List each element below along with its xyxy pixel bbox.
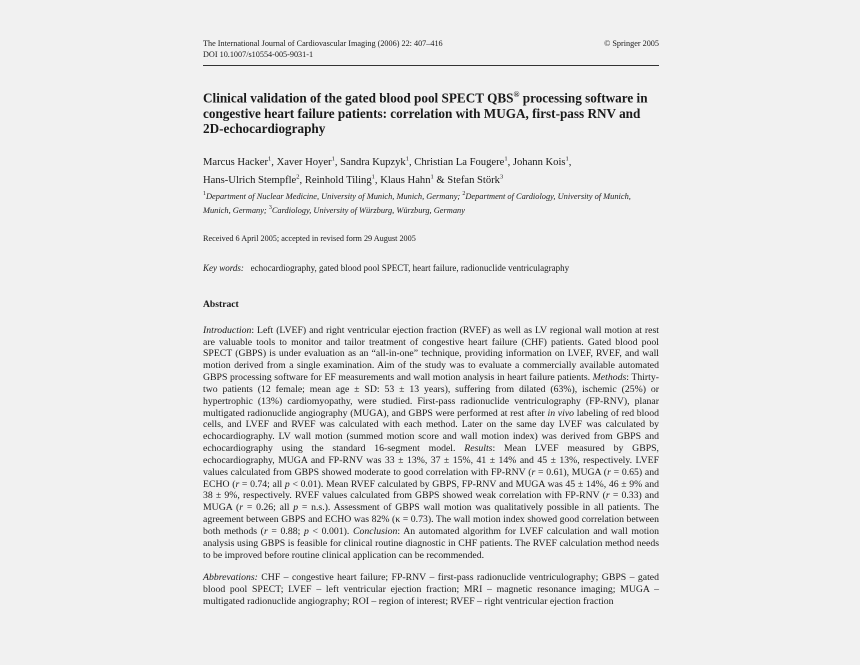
title-part-2: processing software in congestive heart failure patients: correlation with MUGA, first-pass RNV and 2D-echocardiography — [203, 90, 648, 137]
keywords — [203, 263, 659, 273]
abstract-body: Introduction: Left (LVEF) and right ventricular ejection fraction (RVEF) as well as LV regional wall motion at rest are valuable tools to monitor and tailor treatment of congestive heart failure (CHF) patients. Gated blood pool SPECT (GBPS) is under evaluation as an “all-in-one” technique, providing information on LVEF, RVEF, and wall motion derived from a single examination. Aim of the study was to evaluate a commercially available automated GBPS processing software for EF measurements and wall motion analysis in heart failure patients. Methods: Thirty-two patients (12 female; mean age ± SD: 53 ± 13 years), suffering from dilated (63%), ischemic (25%) or hypertrophic (13%) cardiomyopathy, were studied. First-pass radionuclide ventriculography (FP-RNV), planar multigated radionuclide angiography (MUGA), and GBPS were performed at rest after in vivo labeling of red blood cells, and LVEF and RVEF was calculated with each method. Later on the same day LVEF was calculated by echocardiography. LV wall motion (summed motion score and wall motion index) was derived from GBPS and echocardiography using the standard 16-segment model. Results: Mean LVEF measured by GBPS, echocardiography, MUGA and FP-RNV was 33 ± 13%, 37 ± 15%, 41 ± 14% and 45 ± 13%, respectively. LVEF values calculated from GBPS showed moderate to good correlation with FP-RNV (r = 0.61), MUGA (r = 0.65) and ECHO (r = 0.74; all p < 0.01). Mean RVEF calculated by GBPS, FP-RNV and MUGA was 45 ± 14%, 46 ± 9% and 38 ± 9%, respectively. RVEF values calculated from GBPS showed weak correlation with FP-RNV (r = 0.33) and MUGA (r = 0.26; all p = n.s.). Assessment of GBPS wall motion was qualitatively possible in all patients. The agreement between GBPS and ECHO was 82% (κ = 0.73). The wall motion index showed good correlation between both methods (r = 0.88; p < 0.001). Conclusion: An automated algorithm for LVEF calculation and wall motion analysis using GBPS is feasible for clinical routine diagnostic in CHF patients. The RVEF calculation method needs to be improved before routine clinical application can be recommended. — [203, 324, 660, 561]
author: Christian La Fougere$^1$, — [414, 155, 513, 169]
copyright: © Springer 2005 — [604, 39, 659, 48]
affiliation: Department of Cardiology, University of Munich, Munich, Germany; — [203, 192, 631, 215]
journal-citation: The International Journal of Cardiovascular Imaging (2006) 22: 407–416 — [203, 39, 443, 48]
header-rule — [203, 65, 659, 66]
paper-page — [203, 38, 659, 608]
keywords-label: Key words: — [203, 262, 244, 273]
author: Sandra Kupzyk$^1$, — [340, 155, 415, 169]
title-part-1: Clinical validation of the gated blood pool SPECT QBS — [203, 90, 514, 106]
abbreviations-text: CHF – congestive heart failure; FP-RNV – first-pass radionuclide ventriculography; GBPS – gated blood pool SPECT; LVEF – left ventricular ejection fraction; MRI – magnetic resonance imaging; MUGA – multigated radionuclide angiography; ROI – region of interest; RVEF – right ventricular ejection fraction — [203, 572, 659, 608]
keywords-text: echocardiography, gated blood pool SPECT, heart failure, radionuclide ventriculagraphy — [250, 262, 570, 273]
journal-header — [203, 38, 659, 60]
paper-title — [203, 87, 659, 137]
author: Hans-Ulrich Stempfle$^2$, — [203, 173, 305, 187]
author: Klaus Hahn$^1$ & — [380, 173, 448, 187]
abstract-heading: Abstract — [203, 298, 239, 310]
received-date: Received 6 April 2005; accepted in revised form 29 August 2005 — [203, 233, 416, 243]
author: Reinhold Tiling$^1$, — [304, 173, 381, 187]
abbreviations — [203, 572, 659, 608]
author: Stefan Störk$^3$ — [447, 173, 504, 187]
author: Marcus Hacker$^1$, — [203, 155, 277, 169]
abbreviations-label: Abbrevations: — [203, 572, 258, 584]
registered-mark: ® — [513, 90, 520, 99]
affiliation: Cardiology, University of Würzburg, Würzburg, Germany — [271, 205, 465, 215]
author: Johann Kois$^1$, — [512, 155, 572, 169]
doi: DOI 10.1007/s10554-005-9031-1 — [203, 50, 314, 59]
affiliation: Department of Nuclear Medicine, University of Munich, Munich, Germany; — [206, 192, 463, 202]
author-list — [203, 153, 659, 188]
affiliations: $^1$Department of Nuclear Medicine, University of Munich, Munich, Germany; $^2$Department of Cardiology, University of Munich, Munich, Germany; $^3$Cardiology, University of Würzburg, Würzburg, Germany — [203, 191, 631, 215]
author: Xaver Hoyer$^1$, — [276, 155, 341, 169]
